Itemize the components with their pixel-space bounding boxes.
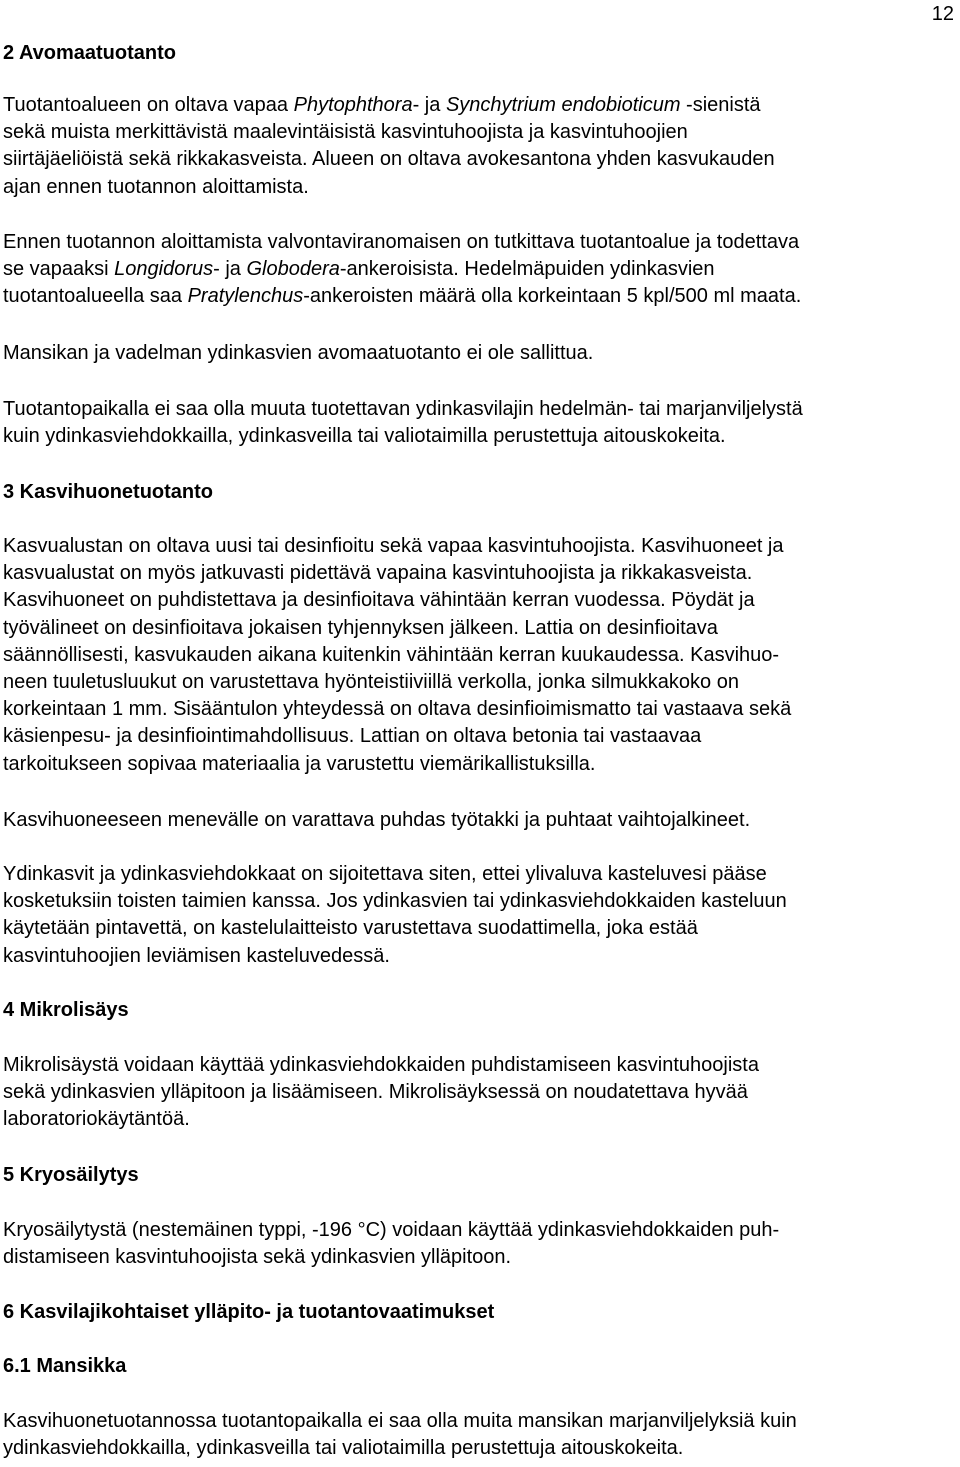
text-line: Kasvihuoneeseen menevälle on varattava puhdas työtakki ja puhtaat vaihtojalkineet. <box>3 809 751 831</box>
text-line: työvälineet on desinfioitava jokaisen tyhjennyksen jälkeen. Lattia on desinfioitava <box>3 616 718 639</box>
text-line: Mikrolisäystä voidaan käyttää ydinkasviehdokkaiden puhdistamiseen kasvintuhoojista <box>3 1054 759 1076</box>
paragraph-s3-3 <box>3 861 955 970</box>
paragraph-s5-1 <box>3 1217 955 1271</box>
text-line: laboratoriokäytäntöä. <box>3 1108 190 1131</box>
paragraph-s2-3 <box>3 340 955 367</box>
page-number: 12 <box>931 3 954 25</box>
section-heading-5: 5 Kryosäilytys <box>3 1164 139 1186</box>
text-line: ajan ennen tuotannon aloittamista. <box>3 175 309 198</box>
text-line: Mansikan ja vadelman ydinkasvien avomaatuotanto ei ole sallittua. <box>3 342 594 364</box>
text-line: distamiseen kasvintuhoojista sekä ydinkasvien ylläpitoon. <box>3 1246 512 1269</box>
paragraph-s4-1 <box>3 1052 955 1134</box>
paragraph-s2-1 <box>3 92 955 201</box>
text-line: Kasvihuoneet on puhdistettava ja desinfioitava vähintään kerran vuodessa. Pöydät ja <box>3 589 755 612</box>
text-line: Kasvualustan on oltava uusi tai desinfioitu sekä vapaa kasvintuhoojista. Kasvihuoneet ja <box>3 535 784 557</box>
text-line: tuotantoalueella saa Pratylenchus-ankeroisten määrä olla korkeintaan 5 kpl/500 ml maata. <box>3 285 802 308</box>
section-heading-6-1: 6.1 Mansikka <box>3 1355 127 1377</box>
text-line: sekä ydinkasvien ylläpitoon ja lisäämiseen. Mikrolisäyksessä on noudatettava hyvää <box>3 1081 748 1104</box>
text-line: Tuotantopaikalla ei saa olla muuta tuotettavan ydinkasvilajin hedelmän- tai marjanviljelystä <box>3 398 803 420</box>
paragraph-s2-2 <box>3 229 955 311</box>
paragraph-s6-1-1 <box>3 1408 955 1462</box>
text-line: kosketuksiin toisten taimien kanssa. Jos ydinkasvien tai ydinkasviehdokkaiden kasteluun <box>3 890 787 913</box>
text-line: sekä muista merkittävistä maalevintäisistä kasvintuhoojista ja kasvintuhoojien <box>3 121 688 144</box>
text-line: kuin ydinkasviehdokkailla, ydinkasveilla tai valiotaimilla perustettuja aitouskokeita. <box>3 425 726 448</box>
text-line: kasvualustat on myös jatkuvasti pidettävä vapaina kasvintuhoojista ja rikkakasveista. <box>3 562 753 585</box>
text-line: ydinkasviehdokkailla, ydinkasveilla tai valiotaimilla perustettuja aitouskokeita. <box>3 1437 684 1460</box>
text-line: siirtäjäeliöistä sekä rikkakasveista. Alueen on oltava avokesantona yhden kasvukauden <box>3 148 775 171</box>
text-line: Kasvihuonetuotannossa tuotantopaikalla ei saa olla muita mansikan marjanviljelyksiä kuin <box>3 1410 797 1432</box>
paragraph-s3-2 <box>3 807 955 834</box>
paragraph-s2-4 <box>3 396 955 450</box>
text-line: neen tuuletusluukut on varustettava hyönteistiiviillä verkolla, jonka silmukkakoko on <box>3 671 739 694</box>
text-line: Tuotantoalueen on oltava vapaa Phytophthora- ja Synchytrium endobioticum -sienistä <box>3 94 761 116</box>
text-line: Ennen tuotannon aloittamista valvontaviranomaisen on tutkittava tuotantoalue ja todettava <box>3 231 800 253</box>
text-line: kasvintuhoojien leviämisen kasteluvedessä. <box>3 944 390 967</box>
paragraph-s3-1 <box>3 533 955 778</box>
text-line: käsienpesu- ja desinfiointimahdollisuus. Lattian on oltava betonia tai vastaavaa <box>3 725 702 748</box>
section-heading-6: 6 Kasvilajikohtaiset ylläpito- ja tuotantovaatimukset <box>3 1301 495 1323</box>
section-heading-3: 3 Kasvihuonetuotanto <box>3 481 214 503</box>
text-line: se vapaaksi Longidorus- ja Globodera-ankeroisista. Hedelmäpuiden ydinkasvien <box>3 258 715 281</box>
text-line: tarkoitukseen sopivaa materiaalia ja varustettu viemärikallistuksilla. <box>3 752 596 775</box>
section-heading-4: 4 Mikrolisäys <box>3 999 129 1021</box>
text-line: Kryosäilytystä (nestemäinen typpi, -196 °C) voidaan käyttää ydinkasviehdokkaiden puh- <box>3 1219 780 1241</box>
section-heading-2: 2 Avomaatuotanto <box>3 42 176 64</box>
text-line: korkeintaan 1 mm. Sisääntulon yhteydessä on oltava desinfioimismatto tai vastaava sekä <box>3 698 792 721</box>
text-line: säännöllisesti, kasvukauden aikana kuitenkin vähintään kerran kuukaudessa. Kasvihuo- <box>3 643 780 666</box>
text-line: Ydinkasvit ja ydinkasviehdokkaat on sijoitettava siten, ettei ylivaluva kasteluvesi pääse <box>3 863 767 885</box>
text-line: käytetään pintavettä, on kastelulaitteisto varustettava suodattimella, joka estää <box>3 917 698 940</box>
